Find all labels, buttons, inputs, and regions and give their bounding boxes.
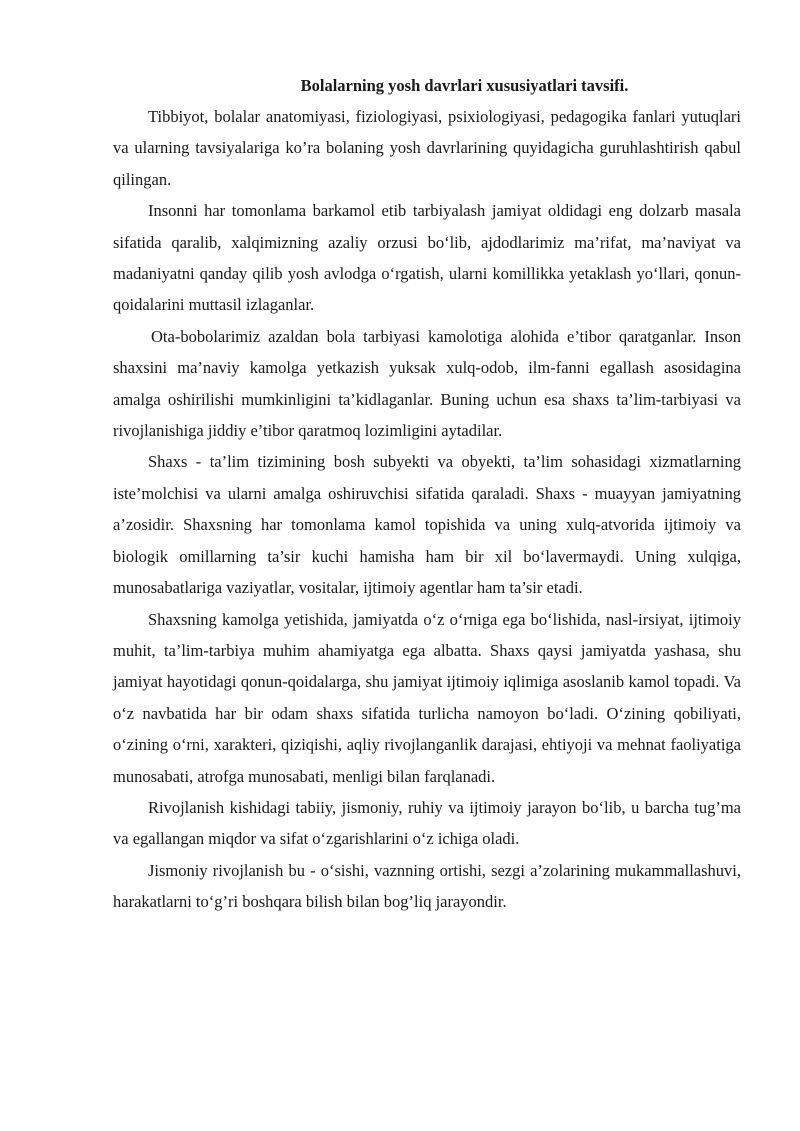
paragraph-4: Shaxs - ta’lim tizimining bosh subyekti va obyekti, ta’lim sohasidagi xizmatlarning iste’molchisi va ularni amalga oshiruvchisi sifatida qaraladi. Shaxs - muayyan jamiyatning a’zosidir. Shaxsning har tomonlama kamol topishida va uning xulq-atvorida ijtimoiy va biologik omillarning ta’sir kuchi hamisha ham bir xil bo‘lavermaydi. Uning xulqiga, munosabatlariga vaziyatlar, vositalar, ijtimoiy agentlar ham ta’sir etadi. bbox=[113, 452, 741, 598]
document-title: Bolalarning yosh davrlari xususiyatlari tavsifi. bbox=[300, 76, 629, 95]
paragraph-5: Shaxsning kamolga yetishida, jamiyatda o‘z o‘rniga ega bo‘lishida, nasl-irsiyat, ijtimoiy muhit, ta’lim-tarbiya muhim ahamiyatga ega albatta. Shaxs qaysi jamiyatda yashasa, shu jamiyat hayotidagi qonun-qoidalarga, shu jamiyat ijtimoiy iqlimiga asoslanib kamol topadi. Va o‘z navbatida har bir odam shaxs sifatida turlicha namoyon bo‘ladi. O‘zining qobiliyati, o‘zining o‘rni, xarakteri, qiziqishi, aqliy rivojlanganlik darajasi, ehtiyoji va mehnat faoliyatiga munosabati, atrofga munosabati, menligi bilan farqlanadi. bbox=[113, 609, 741, 786]
paragraph-2: Insonni har tomonlama barkamol etib tarbiyalash jamiyat oldidagi eng dolzarb masala sifatida qaralib, xalqimizning azaliy orzusi bo‘lib, ajdodlarimiz ma’rifat, ma’naviyat va madaniyatni qanday qilib yosh avlodga o‘rgatish, ularni komillikka yetaklash yo‘llari, qonun-qoidalarini muttasil izlaganlar. bbox=[113, 201, 741, 315]
document-page bbox=[113, 70, 741, 918]
paragraph-3: Ota-bobolarimiz azaldan bola tarbiyasi kamolotiga alohida e’tibor qaratganlar. Inson shaxsini ma’naviy kamolga yetkazish yuksak xulq-odob, ilm-fanni egallash asosidagina amalga oshirilishi mumkinligini ta’kidlaganlar. Buning uchun esa shaxs ta’lim-tarbiyasi va rivojlanishiga jiddiy e’tibor qaratmoq lozimligini aytadilar. bbox=[113, 326, 741, 441]
paragraph-1: Tibbiyot, bolalar anatomiyasi, fiziologiyasi, psixiologiyasi, pedagogika fanlari yutuqlari va ularning tavsiyalariga ko’ra bolaning yosh davrlarining quyidagicha guruhlashtirish qabul qilingan. bbox=[113, 107, 741, 189]
paragraph-6: Rivojlanish kishidagi tabiiy, jismoniy, ruhiy va ijtimoiy jarayon bo‘lib, u barcha tug’ma va egallangan miqdor va sifat o‘zgarishlarini o‘z ichiga oladi. bbox=[113, 797, 741, 849]
paragraph-7: Jismoniy rivojlanish bu - o‘sishi, vaznning ortishi, sezgi a’zolarining mukammallashuvi, harakatlarni to‘g’ri boshqara bilish bilan bog’liq jarayondir. bbox=[113, 860, 741, 912]
